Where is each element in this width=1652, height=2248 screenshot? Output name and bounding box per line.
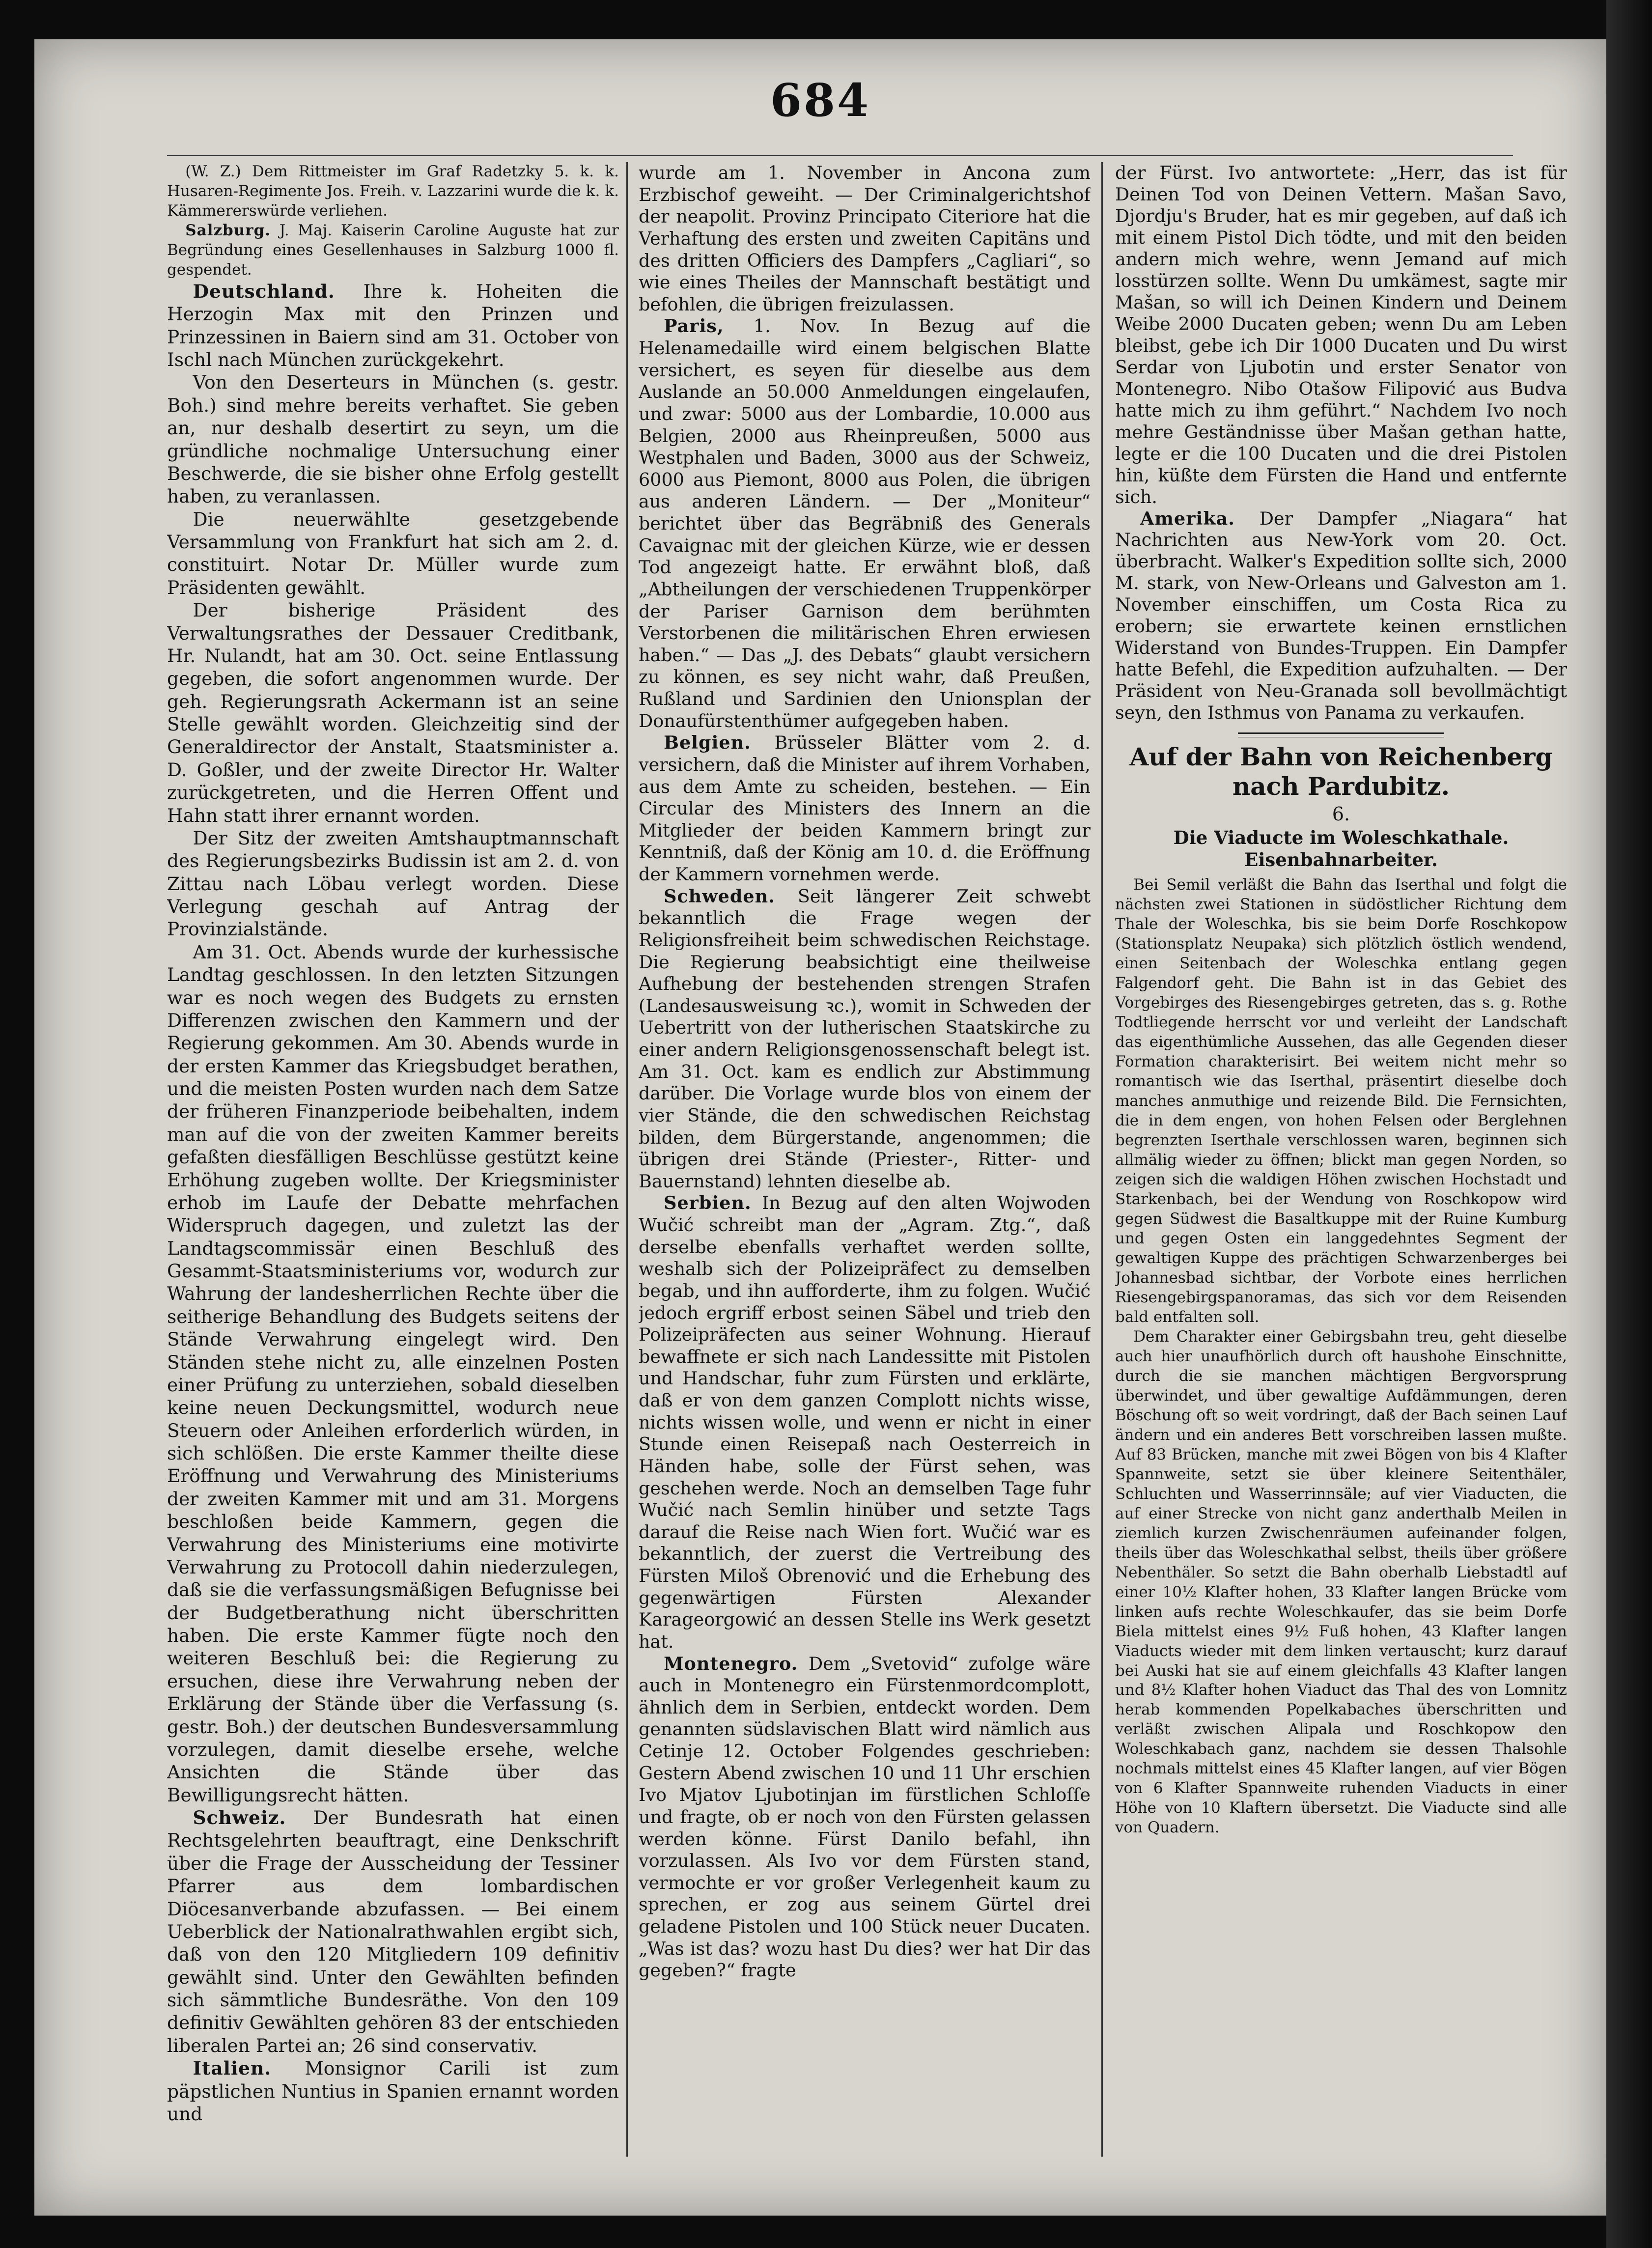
section-heading: Schweiz. (193, 1807, 286, 1829)
article-paragraph: Dem Charakter einer Gebirgsbahn treu, geht dieselbe auch hier unaufhörlich durch oft haushohe Einschnitte, durch die sie manchen mächtigen Bergvorsprung überwindet, und über gewaltige Aufdämmungen, deren Böschung oft so weit vordringt, daß der Bach seinen Lauf ändern und ein anderes Bett vorschreiben lassen mußte. Auf 83 Brücken, manche mit zwei Bögen von bis 4 Klafter Spannweite, setzt sie über kleinere Seitenthäler, Schluchten und Wasserrinnsäle; auf vier Viaducten, die auf einer Strecke von nicht ganz anderthalb Meilen in ziemlich kurzen Zwischenräumen aufeinander folgen, theils über das Woleschkathal selbst, theils über größere Nebenthäler. So setzt die Bahn oberhalb Liebstadtl auf einer 10½ Klafter hohen, 33 Klafter langen Brücke vom linken aufs rechte Woleschkaufer, das sie beim Dorfe Biela mittelst eines 9½ Fuß hohen, 43 Klafter langen Viaducts wieder mit dem linken vertauscht; kurz darauf bei Auski hat sie auf einem gleichfalls 43 Klafter langen und 8½ Klafter hohen Viaduct das Thal des von Lomnitz herab kommenden Popelkabaches überschritten und verläßt zwischen Alipala und Roschkopow den Woleschkabach ganz, nachdem sie dessen Thalsohle nochmals mittelst eines 45 Klafter langen, auf vier Bögen von 6 Klafter Spannweite ruhenden Viaducts in einer Höhe von 10 Klaftern übersetzt. Die Viaducte sind alle von Quadern. (1115, 1327, 1567, 1837)
header-rule (167, 155, 1513, 156)
article-paragraph: Deutschland. Ihre k. Hoheiten die Herzogin Max mit den Prinzen und Prinzessinen in Baiern sind am 31. October von Ischl nach München zurückgekehrt. (167, 280, 619, 371)
newspaper-page (34, 39, 1606, 2216)
column-2 (639, 162, 1091, 2157)
article-paragraph: Am 31. Oct. Abends wurde der kurhessische Landtag geschlossen. In den letzten Sitzungen war es noch wegen des Budgets zu ernsten Differenzen zwischen den Kammern und der Regierung gekommen. Am 30. Abends wurde in der ersten Kammer das Kriegsbudget berathen, und die meisten Posten wurden nach dem Satze der früheren Finanzperiode beibehalten, indem man auf die von der zweiten Kammer bereits gefaßten diesfälligen Beschlüsse gestützt keine Erhöhung zugeben wollte. Der Kriegsminister erhob im Laufe der Debatte mehrfachen Widerspruch dagegen, und zuletzt las der Landtagscommissär einen Beschluß des Gesammt-Staatsministeriums vor, wodurch zur Wahrung der landesherrlichen Rechte über die seitherige Behandlung des Budgets seitens der Stände Verwahrung eingelegt wird. Den Ständen stehe nicht zu, alle einzelnen Posten einer Prüfung zu unterziehen, sobald dieselben keine neuen Deckungsmittel, wodurch neue Steuern oder Anleihen erforderlich würden, in sich schlößen. Die erste Kammer theilte diese Eröffnung und Verwahrung des Ministeriums der zweiten Kammer mit und am 31. Morgens beschloßen beide Kammern, gegen die Verwahrung des Ministeriums eine motivirte Verwahrung zu Protocoll dahin niederzulegen, daß sie die verfassungsmäßigen Befugnisse bei der Budgetberathung nicht überschritten haben. Die erste Kammer fügte noch den weiteren Beschluß bei: die Regierung zu ersuchen, diese ihre Verwahrung neben der Erklärung der Stände über die Verfassung (s. gestr. Boh.) der deutschen Bundesversammlung vorzulegen, damit dieselbe ersehe, welche Ansichten die Stände über das Bewilligungsrecht hätten. (167, 941, 619, 1806)
feature-title: Auf der Bahn von Reichenberg nach Pardubitz. (1129, 742, 1553, 801)
article-paragraph: Serbien. In Bezug auf den alten Wojwoden Wučić schreibt man der „Agram. Ztg.“, daß derselbe ebenfalls verhaftet werden sollte, weshalb sich der Polizeipräfect zu demselben begab, und ihn aufforderte, ihm zu folgen. Wučić jedoch ergriff erbost seinen Säbel und trieb den Polizeipräfecten aus seiner Wohnung. Hierauf bewaffnete er sich nach Landessitte mit Pistolen und Handschar, fuhr zum Fürsten und erklärte, daß er von dem ganzen Complott nichts wisse, nichts wissen wolle, und wenn er nicht in einer Stunde einen Reisepaß nach Oesterreich in Händen habe, solle der Fürst sehen, was geschehen werde. Noch an demselben Tage fuhr Wučić nach Semlin hinüber und setzte Tags darauf die Reise nach Wien fort. Wučić war es bekanntlich, der zuerst die Vertreibung des Fürsten Miloš Obrenović und die Erhebung des gegenwärtigen Fürsten Alexander Karageorgowić an dessen Stelle ins Werk gesetzt hat. (639, 1192, 1091, 1652)
article-paragraph: der Fürst. Ivo antwortete: „Herr, das ist für Deinen Tod von Deinen Vettern. Mašan Savo, Djordju's Bruder, hat es mir gegeben, auf daß ich mit einem Pistol Dich tödte, und mit den beiden andern mich wehre, wenn Jemand auf mich losstürzen sollte. Wenn Du umkämest, sagte mir Mašan, so will ich Deinen Kindern und Deinem Weibe 2000 Ducaten geben; wenn Du am Leben bleibst, gebe ich Dir 1000 Ducaten und Du wirst Serdar von Ljubotin und erster Senator von Montenegro. Nibo Otašow Filipović aus Budva hatte mich zu ihm geführt.“ Nachdem Ivo noch mehre Geständnisse über Mašan gethan hatte, legte er die 100 Ducaten und die drei Pistolen hin, küßte dem Fürsten die Hand und entfernte sich. (1115, 162, 1567, 507)
section-heading: Amerika. (1140, 507, 1235, 529)
article-paragraph: Belgien. Brüsseler Blätter vom 2. d. versichern, daß die Minister auf ihrem Vorhaben, aus dem Amte zu scheiden, bestehen. — Ein Circular des Ministers des Innern an die Mitglieder der beiden Kammern bringt zur Kenntniß, daß der König am 10. d. die Eröffnung der Kammern vornehmen werde. (639, 732, 1091, 885)
section-heading: Belgien. (664, 732, 751, 754)
section-divider (1238, 732, 1444, 737)
section-heading: Italien. (193, 2057, 272, 2079)
article-paragraph: (W. Z.) Dem Rittmeister im Graf Radetzky 5. k. k. Husaren-Regimente Jos. Freih. v. Lazzarini wurde die k. k. Kämmererswürde verliehen. (167, 163, 619, 220)
article-paragraph: Der Sitz der zweiten Amtshauptmannschaft des Regierungsbezirks Budissin ist am 2. d. von Zittau nach Löbau verlegt worden. Diese Verlegung geschah auf Antrag der Provinzialstände. (167, 827, 619, 940)
column-divider (626, 162, 628, 2157)
article-paragraph: Von den Deserteurs in München (s. gestr. Boh.) sind mehre bereits verhaftet. Sie geben an, nur deshalb desertirt zu seyn, um die gründliche nochmalige Untersuchung einer Beschwerde, die sie bisher ohne Erfolg gestellt haben, zu veranlassen. (167, 371, 619, 507)
article-paragraph: Salzburg. J. Maj. Kaiserin Caroline Auguste hat zur Begründung eines Gesellenhauses in Salzburg 1000 fl. gespendet. (167, 221, 619, 279)
column-1 (167, 162, 619, 2157)
article-paragraph: Montenegro. Dem „Svetovid“ zufolge wäre auch in Montenegro ein Fürstenmordcomplott, ähnlich dem in Serbien, entdeckt worden. Dem genannten südslavischen Blatt wird nämlich aus Cetinje 12. October Folgendes geschrieben: Gestern Abend zwischen 10 und 11 Uhr erschien Ivo Mjatov Ljubotinjan im fürstlichen Schloſſe und fragte, ob er noch von den Fürsten gelassen werden könne. Fürst Danilo befahl, ihn vorzulassen. Als Ivo vor dem Fürsten stand, vermochte er vor großer Verlegenheit kaum zu sprechen, er zog aus seinem Gürtel drei geladene Pistolen und 100 Stück neuer Ducaten. „Was ist das? wozu hast Du dies? wer hat Dir das gegeben?“ fragte (639, 1653, 1091, 1981)
section-heading: Salzburg. (185, 221, 271, 239)
section-heading: Serbien. (664, 1192, 752, 1214)
article-paragraph: Der bisherige Präsident des Verwaltungsrathes der Dessauer Creditbank, Hr. Nulandt, hat am 30. Oct. seine Entlassung gegeben, die sofort angenommen wurde. Der geh. Regierungsrath Ackermann ist an seine Stelle gewählt worden. Gleichzeitig sind der Generaldirector der Anstalt, Staatsminister a. D. Goßler, und der zweite Director Hr. Walter zurückgetreten, und die Herren Offent und Hahn statt ihrer ernannt worden. (167, 599, 619, 826)
feature-part-number: 6. (1332, 803, 1350, 825)
section-heading: Paris, (664, 315, 724, 337)
page-number: 684 (770, 74, 871, 127)
article-paragraph: Schweden. Seit längerer Zeit schwebt bekanntlich die Frage wegen der Religionsfreiheit beim schwedischen Reichstage. Die Regierung beabsichtigt eine theilweise Aufhebung der bestehenden strengen Strafen (Landesausweisung ꝛc.), womit in Schweden der Uebertritt von der lutherischen Staatskirche zu einer andern Religionsgenossenschaft belegt ist. Am 31. Oct. kam es endlich zur Abstimmung darüber. Die Vorlage wurde blos von einem der vier Stände, die den schwedischen Reichstag bilden, dem Bürgerstande, angenommen; die übrigen drei Stände (Priester-, Ritter- und Bauernstand) lehnten dieselbe ab. (639, 885, 1091, 1192)
article-paragraph: wurde am 1. November in Ancona zum Erzbischof geweiht. — Der Criminalgerichtshof der neapolit. Provinz Principato Citeriore hat die Verhaftung des ersten und zweiten Capitäns und des dritten Officiers des Dampfers „Cagliari“, so wie eines Theiles der Mannschaft bestätigt und befohlen, die übrigen freizulassen. (639, 162, 1091, 315)
feature-subtitle: Die Viaducte im Woleschkathale. Eisenbahnarbeiter. (1173, 826, 1509, 871)
article-paragraph: Schweiz. Der Bundesrath hat einen Rechtsgelehrten beauftragt, eine Denkschrift über die Frage der Ausscheidung der Tessiner Pfarrer aus dem lombardischen Diöcesanverbande abzufassen. — Bei einem Ueberblick der Nationalrathwahlen ergibt sich, daß von den 120 Mitgliedern 109 definitiv gewählt sind. Unter den Gewählten befinden sich sämmtliche Bundesräthe. Von den 109 definitiv Gewählten gehören 83 der entschieden liberalen Partei an; 26 sind conservativ. (167, 1807, 619, 2056)
article-paragraph: Amerika. Der Dampfer „Niagara“ hat Nachrichten aus New-York vom 20. Oct. überbracht. Walker's Expedition sollte sich, 2000 M. stark, von New-Orleans und Galveston am 1. November einschiffen, um Costa Rica zu erobern; sie erwartete keinen ernstlichen Widerstand von Bundes-Truppen. Ein Dampfer hatte Befehl, die Expedition aufzuhalten. — Der Präsident von Neu-Granada soll bevollmächtigt seyn, den Isthmus von Panama zu verkaufen. (1115, 507, 1567, 724)
scan-edge (1606, 0, 1652, 2248)
section-heading: Montenegro. (664, 1653, 798, 1674)
section-heading: Schweden. (664, 885, 775, 907)
article-paragraph: Paris, 1. Nov. In Bezug auf die Helenamedaille wird einem belgischen Blatte versichert, es seyen für dieselbe aus dem Auslande an 50.000 Anmeldungen eingelaufen, und zwar: 5000 aus der Lombardie, 10.000 aus Belgien, 2000 aus Rheinpreußen, 5000 aus Westphalen und Baden, 3000 aus der Schweiz, 6000 aus Piemont, 8000 aus Polen, die übrigen aus anderen Ländern. — Der „Moniteur“ berichtet über das Begräbniß des Generals Cavaignac mit der gleichen Kürze, wie er dessen Tod angezeigt hatte. Er erwähnt bloß, daß „Abtheilungen der verschiedenen Truppenkörper der Pariser Garnison dem berühmten Verstorbenen die militärischen Ehren erwiesen haben.“ — Das „J. des Debats“ glaubt versichern zu können, es sey nicht wahr, daß Preußen, Rußland und Sardinien den Unionsplan der Donaufürstenthümer aufgegeben haben. (639, 315, 1091, 731)
article-paragraph: Die neuerwählte gesetzgebende Versammlung von Frankfurt hat sich am 2. d. constituirt. Notar Dr. Müller wurde zum Präsidenten gewählt. (167, 508, 619, 598)
article-paragraph: Bei Semil verläßt die Bahn das Iserthal und folgt die nächsten zwei Stationen in südöstlicher Richtung dem Thale der Woleschka, bis sie beim Dorfe Roschkopow (Stationsplatz Neupaka) sich plötzlich östlich wendend, einen Seitenbach der Woleschka entlang gegen Falgendorf geht. Die Bahn ist in das Gebiet des Vorgebirges des Riesengebirges getreten, das s. g. Rothe Todtliegende herrscht vor und verleiht der Landschaft das eigenthümliche Aussehen, das alle Gegenden dieser Formation charakterisirt. Bei weitem nicht mehr so romantisch wie das Iserthal, präsentirt dieselbe doch manches anmuthige und reizende Bild. Die Fernsichten, die in dem engen, von hohen Felsen oder Berglehnen begrenzten Iserthale verschlossen waren, beginnen sich allmälig wieder zu öffnen; blickt man gegen Norden, so zeigen sich die waldigen Höhen zwischen Hochstadt und Starkenbach, bei der Wendung von Roschkopow wird gegen Südwest die Basaltkuppe mit der Ruine Kumburg und gegen Osten ein langgedehntes Segment der gewaltigen Kuppe des prächtigen Schwarzenberges bei Johannesbad sichtbar, der Vorbote eines herrlichen Riesengebirgspanoramas, das sich vor dem Reisenden bald entfalten soll. (1115, 876, 1567, 1326)
column-divider (1101, 162, 1103, 2157)
article-paragraph: Italien. Monsignor Carili ist zum päpstlichen Nuntius in Spanien ernannt worden und (167, 2057, 619, 2125)
column-3 (1115, 162, 1567, 2157)
section-heading: Deutschland. (193, 280, 335, 302)
